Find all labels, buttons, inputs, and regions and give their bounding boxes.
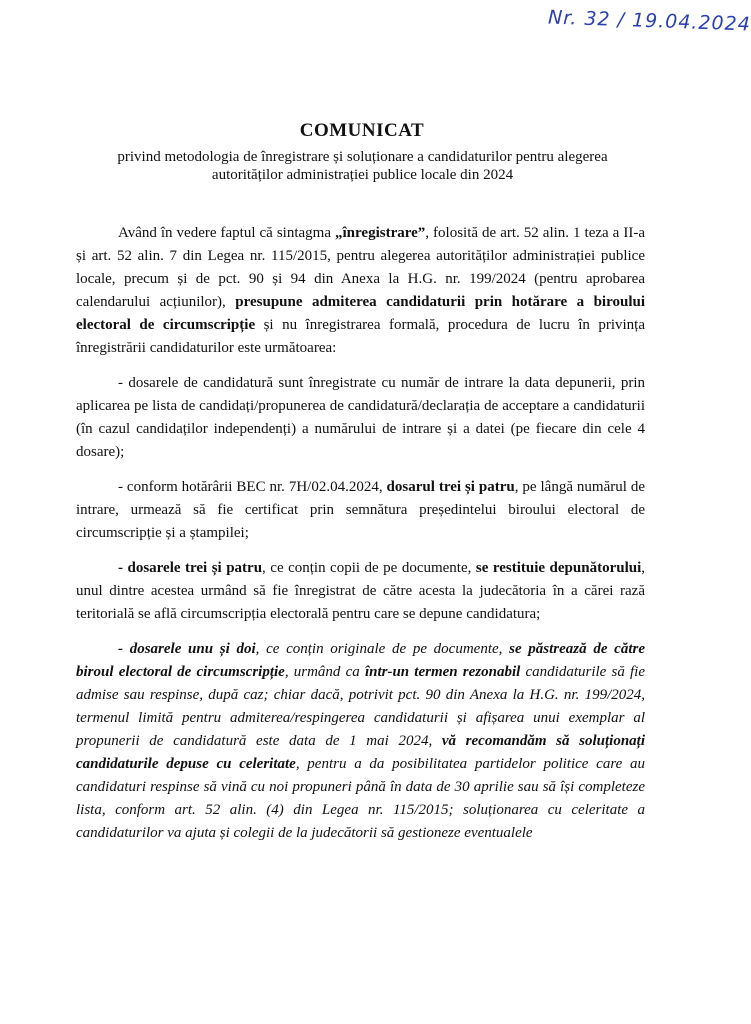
- text-span-bold: se restituie depunătorului: [475, 560, 642, 576]
- text-span-bold: „înregistrare”: [335, 225, 426, 241]
- document-body: [76, 222, 645, 857]
- document-title: COMUNICAT: [299, 120, 425, 141]
- text-span-bold: dosarul trei și patru: [386, 479, 515, 495]
- registration-number-handwritten: Nr. 32 / 19.04.2024: [547, 6, 751, 36]
- text-span: , unul dintre acestea urmând să fie înregistrat de către acesta la judecătoria în a cărei rază teritorială se află circumscripția electorală pentru care se depune candidatura;: [76, 560, 645, 622]
- paragraph-certification: [76, 476, 645, 545]
- text-span-bold: se păstrează de către biroul electoral de circumscripție: [76, 641, 646, 680]
- text-span: , folosită de art. 52 alin. 1 teza a II-a și art. 52 alin. 7 din Legea nr. 115/2015, pentru alegerea autorităților administrației publice locale, precum și de pct. 90 și 94 din Anexa la H.G. nr. 199/2024 (pentru aprobarea calendarului acțiunilor),: [76, 225, 645, 310]
- document-subtitle: privind metodologia de înregistrare și soluționare a candidaturilor pentru alegerea autorităților administrației publice locale din 2024: [117, 149, 608, 183]
- text-span: și nu înregistrarea formală, procedura de lucru în privința înregistrării candidaturilor este următoarea:: [76, 317, 645, 356]
- paragraph-intro: [76, 222, 645, 360]
- text-span: , ce conțin originale de pe documente,: [255, 641, 510, 657]
- paragraph-registration: - dosarele de candidatură sunt înregistrate cu număr de intrare la data depunerii, prin aplicarea pe lista de candidați/propunerea de candidatură/declarația de acceptare a candidaturii (în cazul candidaților independenți) a numărului de intrare și a datei (pe fiecare din cele 4 dosare);: [76, 375, 645, 460]
- text-span: , ce conțin copii de pe documente,: [262, 560, 476, 576]
- text-span-bold: - dosarele unu și doi: [118, 641, 256, 657]
- text-span: , pentru a da posibilitatea partidelor politice care au candidaturi respinse să vină cu noi propuneri până în data de 30 aprilie sau să își completeze lista, conform art. 52 alin. (4) din Legea nr. 115/2015; soluționarea cu celeritate a candidaturilor va ajuta și colegii de la judecătorii să gestioneze eventualele: [76, 756, 645, 841]
- text-span-bold: într-un termen rezonabil: [364, 664, 521, 680]
- paragraph-retention: [76, 638, 645, 845]
- text-span: candidaturile să fie admise sau respinse, după caz; chiar dacă, potrivit pct. 90 din Anexa la H.G. nr. 199/2024, termenul limită pentru admiterea/respingerea candidaturii și afișarea unui exemplar al propunerii de candidatură este data de 1 mai 2024,: [76, 664, 646, 749]
- text-span-bold: presupune admiterea candidaturii prin hotărare a biroului electoral de circumscripție: [76, 294, 645, 333]
- text-span-bold: - dosarele trei și patru: [118, 560, 263, 576]
- text-span: - conform hotărârii BEC nr. 7H/02.04.2024,: [118, 479, 387, 495]
- paragraph-restitution: [76, 557, 645, 626]
- text-span: , pe lângă numărul de intrare, urmează să fie certificat prin semnătura președintelui biroului electoral de circumscripție și a ștampilei;: [76, 479, 645, 541]
- text-span: Având în vedere faptul că sintagma: [118, 225, 336, 241]
- text-span: , urmând ca: [284, 664, 365, 680]
- text-span-bold: vă recomandăm să soluționați candidaturile depuse cu celeritate: [76, 733, 645, 772]
